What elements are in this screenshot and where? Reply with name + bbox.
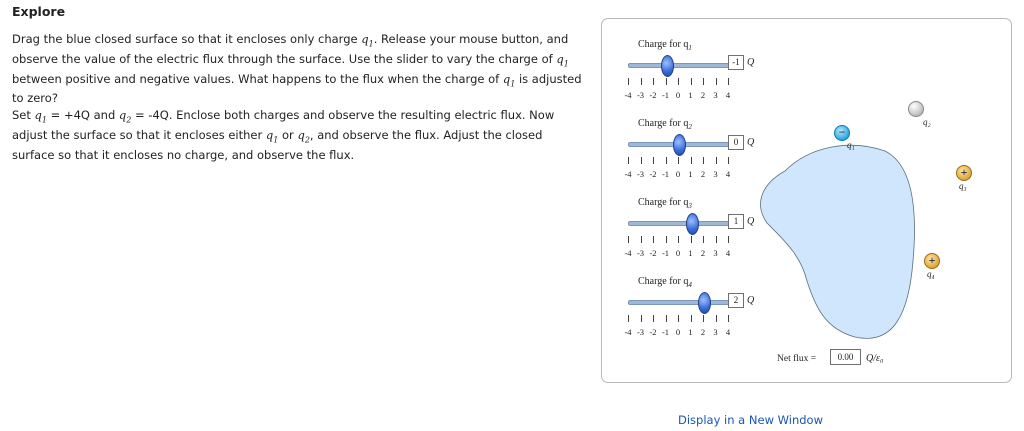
slider-tick-label: -4 (624, 169, 632, 179)
slider-tick-label: -2 (649, 90, 657, 100)
slider-tick (703, 78, 704, 85)
slider-tick (716, 78, 717, 85)
display-new-window-link[interactable]: Display in a New Window (678, 413, 823, 427)
charge-q3[interactable] (956, 165, 972, 181)
slider-tick (628, 315, 629, 322)
p2-text-c: = -4Q. Enclose both charges and observe the resulting electric flux. Now adjust the surface so that it encloses either (12, 108, 555, 142)
charge-q1[interactable] (834, 125, 850, 141)
slider-ticks (628, 236, 728, 243)
q1-symbol: $q_1$ (502, 71, 516, 88)
slider-tick-label: -3 (636, 90, 645, 100)
p2-text-e: , and observe the flux. Adjust the closed surface so that it encloses no charge, and observe the flux. (12, 127, 543, 162)
slider-tick-label: 3 (713, 248, 718, 258)
slider-ticks (628, 78, 728, 85)
slider-tick (703, 236, 704, 243)
charge-value-q1[interactable]: -1 (728, 55, 744, 70)
p1-text-a: Drag the blue closed surface so that it encloses only charge (12, 32, 362, 46)
slider-tick-label: -2 (649, 327, 657, 337)
net-flux-unit: Q/ε₀ (866, 353, 884, 364)
slider-tick (653, 236, 654, 243)
slider-tick-label: 0 (675, 90, 681, 100)
slider-tick (678, 78, 679, 85)
slider-tick-label: 4 (725, 90, 731, 100)
slider-tick-label: 0 (675, 169, 681, 179)
slider-tick (653, 315, 654, 322)
slider-track-q1[interactable] (628, 63, 730, 68)
slider-label-q1: Charge for $q_1$ (638, 39, 692, 52)
slider-tick (653, 157, 654, 164)
slider-tick (678, 315, 679, 322)
slider-label-q2: Charge for $q_2$ (638, 118, 692, 131)
slider-tick (716, 157, 717, 164)
net-flux-label: Net flux = (777, 354, 817, 364)
slider-thumb-q2[interactable] (673, 134, 686, 156)
slider-tick (653, 78, 654, 85)
slider-tick (641, 157, 642, 164)
slider-tick-labels (616, 90, 746, 102)
slider-tick (728, 78, 729, 85)
charge-unit-q4: Q (747, 295, 755, 306)
charge-label-q4: q₄ (927, 269, 935, 279)
plus-icon: + (928, 253, 936, 267)
slider-thumb-q3[interactable] (686, 213, 699, 235)
slider-tick (666, 236, 667, 243)
slider-tick-label: 3 (713, 327, 718, 337)
p2-text-a: Set (12, 108, 35, 122)
p1-text-b: . Release your mouse button, and observe the value of the electric flux through the surface. Use the slider to vary the charge of (12, 32, 569, 66)
instructions-paragraph-2 (12, 108, 587, 163)
q1-symbol: $q_1$ (556, 51, 569, 69)
slider-tick (691, 236, 692, 243)
q2-symbol: $q_2$ (118, 108, 132, 125)
q1-symbol: $q_1$ (265, 127, 279, 145)
charge-value-q2[interactable]: 0 (728, 135, 744, 150)
p1-text-c: between positive and negative values. What happens to the flux when the charge of (12, 71, 503, 86)
slider-tick-labels (616, 248, 746, 260)
slider-tick-label: -1 (661, 169, 670, 179)
slider-ticks (628, 157, 728, 164)
plus-icon: + (960, 165, 968, 179)
slider-tick-label: -3 (636, 327, 645, 337)
slider-tick-label: -1 (661, 90, 670, 100)
charge-q4[interactable] (924, 253, 940, 269)
slider-thumb-q4[interactable] (698, 292, 711, 314)
slider-track-q4[interactable] (628, 300, 730, 305)
slider-tick-label: 2 (700, 327, 706, 337)
slider-tick (678, 236, 679, 243)
slider-tick-label: 4 (725, 327, 731, 337)
slider-tick (641, 236, 642, 243)
slider-tick (703, 315, 704, 322)
p1-text-d: is adjusted to zero? (12, 71, 582, 106)
instructions-paragraph-1 (12, 32, 587, 107)
slider-tick (716, 236, 717, 243)
slider-tick-label: 1 (688, 90, 693, 100)
slider-tick-labels (616, 169, 746, 181)
slider-tick (691, 157, 692, 164)
slider-tick-label: 1 (688, 248, 693, 258)
slider-tick-label: 3 (713, 90, 718, 100)
slider-tick-label: -4 (624, 248, 632, 258)
slider-tick (628, 78, 629, 85)
slider-tick-label: -1 (661, 248, 670, 258)
slider-tick-labels (616, 327, 746, 339)
slider-label-q4: Charge for $q_4$ (638, 276, 692, 289)
slider-tick (691, 78, 692, 85)
page-heading: Explore (12, 4, 66, 19)
charge-label-q1: q₁ (847, 140, 855, 150)
slider-tick (691, 315, 692, 322)
slider-tick (728, 315, 729, 322)
gaussian-surface-shape[interactable] (761, 145, 915, 338)
q1-symbol: $q_1$ (361, 32, 374, 49)
flux-simulation-panel (601, 18, 1012, 383)
slider-tick-label: -4 (624, 327, 632, 337)
slider-tick-label: 4 (725, 248, 731, 258)
charge-value-q3[interactable]: 1 (728, 214, 744, 229)
slider-tick-label: -3 (636, 248, 645, 258)
minus-icon: − (838, 125, 846, 139)
slider-tick (628, 236, 629, 243)
slider-track-q3[interactable] (628, 221, 730, 226)
slider-tick-label: 3 (713, 169, 718, 179)
q2-symbol: $q_2$ (297, 127, 310, 145)
slider-tick-label: 2 (700, 169, 706, 179)
slider-tick (728, 236, 729, 243)
slider-tick (628, 157, 629, 164)
slider-tick (678, 157, 679, 164)
slider-tick-label: 0 (675, 248, 681, 258)
slider-tick-label: 0 (675, 327, 681, 337)
slider-tick (666, 157, 667, 164)
slider-tick (703, 157, 704, 164)
charge-unit-q3: Q (747, 216, 755, 227)
slider-tick-label: 1 (688, 169, 693, 179)
slider-tick-label: -1 (661, 327, 670, 337)
charge-value-q4[interactable]: 2 (728, 293, 744, 308)
slider-tick (716, 315, 717, 322)
p2-text-d: or (278, 127, 298, 142)
q1-symbol: $q_1$ (34, 108, 48, 125)
neutral-icon (909, 102, 923, 116)
slider-tick-label: -3 (636, 169, 645, 179)
slider-tick-label: 1 (688, 327, 693, 337)
charge-q2[interactable] (908, 101, 924, 117)
charge-unit-q1: Q (747, 57, 755, 68)
slider-tick-label: -2 (649, 169, 657, 179)
slider-tick (666, 315, 667, 322)
slider-ticks (628, 315, 728, 322)
charge-unit-q2: Q (747, 137, 755, 148)
slider-tick (641, 315, 642, 322)
p2-text-b: = +4Q and (47, 108, 119, 122)
gaussian-surface[interactable] (755, 141, 920, 346)
slider-tick-label: 2 (700, 90, 706, 100)
slider-tick (728, 157, 729, 164)
slider-tick-label: 2 (700, 248, 706, 258)
charge-label-q2: q₂ (923, 117, 931, 127)
slider-tick (641, 78, 642, 85)
slider-thumb-q1[interactable] (661, 55, 674, 77)
net-flux-value: 0.00 (830, 349, 861, 365)
slider-tick-label: 4 (725, 169, 731, 179)
slider-label-q3: Charge for $q_3$ (638, 197, 692, 210)
slider-tick (666, 78, 667, 85)
slider-tick-label: -4 (624, 90, 632, 100)
slider-tick-label: -2 (649, 248, 657, 258)
charge-label-q3: q₃ (959, 181, 967, 191)
